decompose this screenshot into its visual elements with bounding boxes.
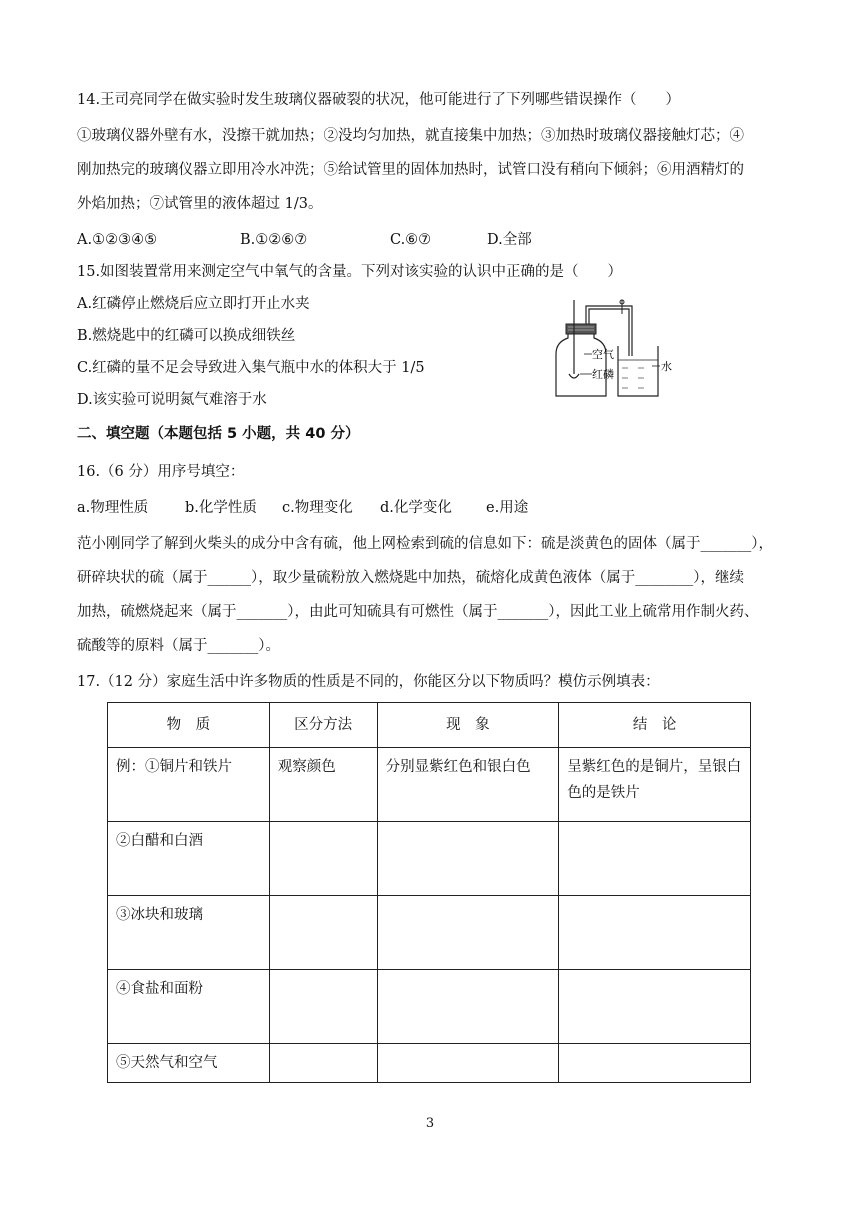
q14-option-a: A.①②③④⑤ xyxy=(77,232,158,248)
answer-cell[interactable] xyxy=(559,822,751,896)
q14-option-b: B.①②⑥⑦ xyxy=(240,232,308,248)
table-row xyxy=(108,970,751,1044)
q15-option-c: C.红磷的量不足会导致进入集气瓶中水的体积大于 1/5 xyxy=(77,360,425,376)
figure-label-air: 空气 xyxy=(592,348,614,361)
answer-cell[interactable] xyxy=(269,822,377,896)
figure-label-phosphorus: 红磷 xyxy=(592,368,614,381)
table-row xyxy=(108,822,751,896)
q17-table xyxy=(107,702,751,1083)
header-conclusion: 结 论 xyxy=(559,703,751,748)
q16-choice-d: d.化学变化 xyxy=(380,500,452,516)
q15-option-a: A.红磷停止燃烧后应立即打开止水夹 xyxy=(77,296,310,312)
header-substance: 物 质 xyxy=(108,703,270,748)
q14-option-d: D.全部 xyxy=(487,232,532,248)
q14-text-line3: 外焰加热；⑦试管里的液体超过 1/3。 xyxy=(77,196,323,212)
answer-cell[interactable] xyxy=(377,896,559,970)
table-cell: 观察颜色 xyxy=(269,748,377,822)
answer-cell[interactable] xyxy=(377,970,559,1044)
table-cell: 呈紫红色的是铜片，呈银白色的是铁片 xyxy=(559,748,751,822)
table-cell: 分别显紫红色和银白色 xyxy=(377,748,559,822)
answer-cell[interactable] xyxy=(269,896,377,970)
table-cell: ②白醋和白酒 xyxy=(108,822,270,896)
table-row xyxy=(108,1044,751,1083)
answer-cell[interactable] xyxy=(559,896,751,970)
header-method: 区分方法 xyxy=(269,703,377,748)
q16-stem: 16.（6 分）用序号填空： xyxy=(77,464,245,480)
table-row xyxy=(108,748,751,822)
q14-option-c: C.⑥⑦ xyxy=(390,232,432,248)
oxygen-measurement-apparatus-figure xyxy=(548,296,688,400)
q15-option-b: B.燃烧匙中的红磷可以换成细铁丝 xyxy=(77,328,296,344)
q16-text-line2: 研碎块状的硫（属于______），取少量硫粉放入燃烧匙中加热，硫熔化成黄色液体（属于________），继续 xyxy=(77,570,744,586)
q16-choice-b: b.化学性质 xyxy=(185,500,257,516)
table-cell: ⑤天然气和空气 xyxy=(108,1044,270,1083)
q14-stem: 14.王司亮同学在做实验时发生玻璃仪器破裂的状况，他可能进行了下列哪些错误操作（ ） xyxy=(77,92,681,108)
answer-cell[interactable] xyxy=(377,822,559,896)
table-cell: 例：①铜片和铁片 xyxy=(108,748,270,822)
figure-label-water: 水 xyxy=(661,360,672,373)
page-number: 3 xyxy=(425,1116,435,1131)
q16-choice-a: a.物理性质 xyxy=(77,500,149,516)
answer-cell[interactable] xyxy=(269,970,377,1044)
answer-cell[interactable] xyxy=(377,1044,559,1083)
section-heading: 二、填空题（本题包括 5 小题，共 40 分） xyxy=(77,426,360,442)
q14-text-line2: 刚加热完的玻璃仪器立即用冷水冲洗；⑤给试管里的固体加热时，试管口没有稍向下倾斜；⑥用酒精灯的 xyxy=(77,162,744,178)
header-phenomenon: 现 象 xyxy=(377,703,559,748)
table-row xyxy=(108,896,751,970)
answer-cell[interactable] xyxy=(559,1044,751,1083)
q15-stem: 15.如图装置常用来测定空气中氧气的含量。下列对该实验的认识中正确的是（ ） xyxy=(77,264,623,280)
q15-option-d: D.该实验可说明氮气难溶于水 xyxy=(77,392,267,408)
q17-stem: 17.（12 分）家庭生活中许多物质的性质是不同的，你能区分以下物质吗？模仿示例填表： xyxy=(77,674,660,690)
answer-cell[interactable] xyxy=(269,1044,377,1083)
q16-text-line4: 硫酸等的原料（属于_______）。 xyxy=(77,638,280,654)
answer-cell[interactable] xyxy=(559,970,751,1044)
q16-choice-c: c.物理变化 xyxy=(282,500,353,516)
q16-choice-e: e.用途 xyxy=(486,500,529,516)
q16-text-line3: 加热，硫燃烧起来（属于_______），由此可知硫具有可燃性（属于_______），因此工业上硫常用作制火药、 xyxy=(77,604,759,620)
table-header-row xyxy=(108,703,751,748)
q16-text-line1: 范小刚同学了解到火柴头的成分中含有硫，他上网检索到硫的信息如下：硫是淡黄色的固体（属于_______）， xyxy=(77,536,773,552)
q14-text-line1: ①玻璃仪器外壁有水，没擦干就加热；②没均匀加热，就直接集中加热；③加热时玻璃仪器接触灯芯；④ xyxy=(77,128,744,144)
table-cell: ③冰块和玻璃 xyxy=(108,896,270,970)
table-cell: ④食盐和面粉 xyxy=(108,970,270,1044)
